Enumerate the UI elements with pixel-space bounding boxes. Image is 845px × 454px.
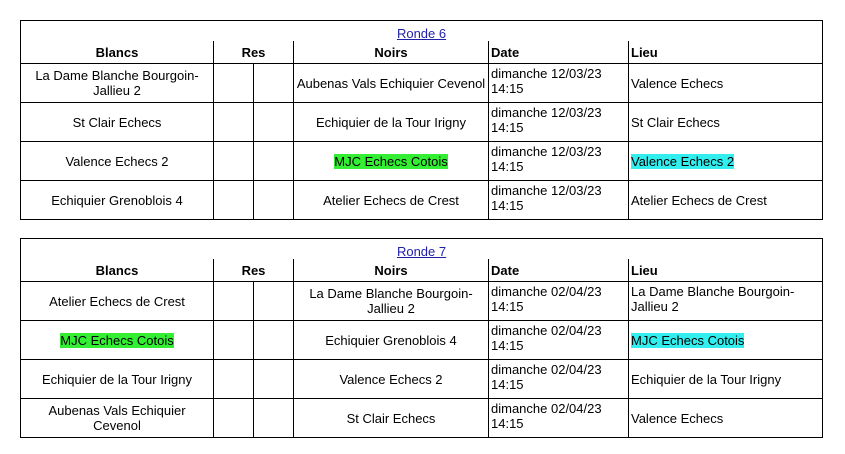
noirs-cell: Echiquier de la Tour Irigny [294,103,489,142]
date-cell: dimanche 12/03/23 14:15 [489,64,629,103]
header-blancs: Blancs [21,41,214,64]
header-lieu: Lieu [629,259,823,282]
noirs-cell: Aubenas Vals Echiquier Cevenol [294,64,489,103]
res-cell-black [254,399,294,438]
header-noirs: Noirs [294,41,489,64]
noirs-cell: La Dame Blanche Bourgoin-Jallieu 2 [294,282,489,321]
res-cell-white [214,399,254,438]
table-row [21,399,823,438]
header-lieu: Lieu [629,41,823,64]
table-row [21,103,823,142]
blancs-cell: St Clair Echecs [21,103,214,142]
date-cell: dimanche 12/03/23 14:15 [489,181,629,220]
res-cell-black [254,360,294,399]
noirs-cell: St Clair Echecs [294,399,489,438]
date-cell: dimanche 02/04/23 14:15 [489,399,629,438]
header-noirs: Noirs [294,259,489,282]
res-cell-white [214,321,254,360]
res-cell-black [254,103,294,142]
date-cell: dimanche 02/04/23 14:15 [489,282,629,321]
res-cell-black [254,142,294,181]
res-cell-white [214,181,254,220]
round-7-table [20,238,823,438]
header-res: Res [214,259,294,282]
blancs-cell: Echiquier de la Tour Irigny [21,360,214,399]
highlight-cyan: MJC Echecs Cotois [631,332,745,348]
round-6-section [20,20,822,220]
lieu-cell: Echiquier de la Tour Irigny [629,360,823,399]
table-row [21,181,823,220]
lieu-cell [629,142,823,181]
round-title-cell [21,239,823,260]
header-date: Date [489,259,629,282]
table-row [21,64,823,103]
table-row [21,360,823,399]
round-6-table [20,20,823,220]
highlight-green: MJC Echecs Cotois [334,153,448,169]
noirs-cell: Valence Echecs 2 [294,360,489,399]
blancs-cell: Aubenas Vals Echiquier Cevenol [21,399,214,438]
lieu-cell: St Clair Echecs [629,103,823,142]
date-cell: dimanche 02/04/23 14:15 [489,360,629,399]
res-cell-black [254,282,294,321]
noirs-cell [294,142,489,181]
highlight-green: MJC Echecs Cotois [60,332,174,348]
blancs-cell: Echiquier Grenoblois 4 [21,181,214,220]
lieu-cell: Valence Echecs [629,399,823,438]
res-cell-white [214,64,254,103]
lieu-cell: Valence Echecs [629,64,823,103]
res-cell-white [214,142,254,181]
noirs-cell: Atelier Echecs de Crest [294,181,489,220]
blancs-cell: Valence Echecs 2 [21,142,214,181]
res-cell-black [254,321,294,360]
table-row [21,321,823,360]
table-row [21,142,823,181]
blancs-cell [21,321,214,360]
res-cell-white [214,360,254,399]
round-6-link[interactable]: Ronde 6 [396,26,447,41]
res-cell-black [254,64,294,103]
date-cell: dimanche 12/03/23 14:15 [489,103,629,142]
header-blancs: Blancs [21,259,214,282]
res-cell-white [214,103,254,142]
round-7-link[interactable]: Ronde 7 [396,244,447,259]
blancs-cell: La Dame Blanche Bourgoin-Jallieu 2 [21,64,214,103]
res-cell-white [214,282,254,321]
lieu-cell [629,321,823,360]
res-cell-black [254,181,294,220]
blancs-cell: Atelier Echecs de Crest [21,282,214,321]
highlight-cyan: Valence Echecs 2 [631,153,735,169]
noirs-cell: Echiquier Grenoblois 4 [294,321,489,360]
date-cell: dimanche 12/03/23 14:15 [489,142,629,181]
header-date: Date [489,41,629,64]
date-cell: dimanche 02/04/23 14:15 [489,321,629,360]
header-res: Res [214,41,294,64]
lieu-cell: Atelier Echecs de Crest [629,181,823,220]
round-7-section [20,238,822,438]
round-title-cell [21,21,823,42]
table-row [21,282,823,321]
lieu-cell: La Dame Blanche Bourgoin-Jallieu 2 [629,282,823,321]
